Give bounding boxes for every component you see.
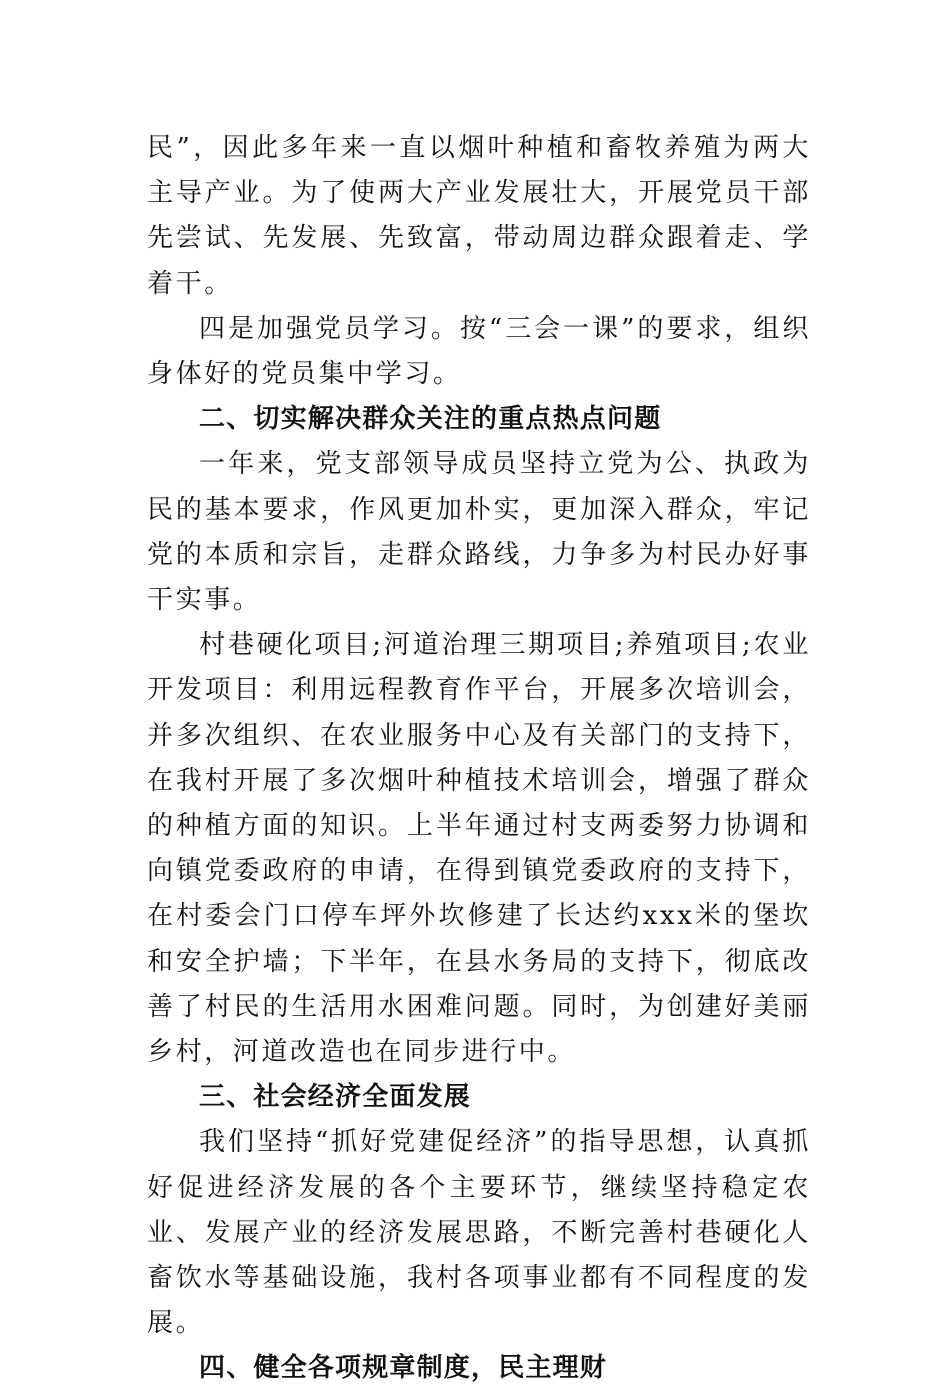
paragraph-year-review: 一年来，党支部领导成员坚持立党为公、执政为民的基本要求，作风更加朴实，更加深入群众，牢记党的本质和宗旨，走群众路线，力争多为村民办好事干实事。 (147, 449, 811, 616)
paragraph-continuation: 民”，因此多年来一直以烟叶种植和畜牧养殖为两大主导产业。为了使两大产业发展壮大，开展党员干部先尝试、先发展、先致富，带动周边群众跟着走、学着干。 (147, 133, 811, 299)
paragraph-projects: 村巷硬化项目;河道治理三期项目;养殖项目;农业开发项目：利用远程教育作平台，开展多次培训会，并多次组织、在农业服务中心及有关部门的支持下，在我村开展了多次烟叶种植技术培训会，增强了群众的种植方面的知识。上半年通过村支两委努力协调和向镇党委政府的申请，在得到镇党委政府的支持下，在村委会门口停车坪外坎修建了长达约xxx米的堡坎和安全护墙；下半年，在县水务局的支持下，彻底改善了村民的生活用水困难问题。同时，为创建好美丽乡村，河道改造也在同步进行中。 (147, 630, 811, 1068)
section-heading-4: 四、健全各项规章制度，民主理财 (199, 1353, 608, 1384)
section-heading-3: 三、社会经济全面发展 (199, 1082, 472, 1113)
paragraph-party-study: 四是加强党员学习。按“三会一课”的要求，组织身体好的党员集中学习。 (147, 313, 811, 390)
document-body (147, 126, 811, 1392)
paragraph-economy: 我们坚持“抓好党建促经济”的指导思想，认真抓好促进经济发展的各个主要环节，继续坚持稳定农业、发展产业的经济发展思路，不断完善村巷硬化人畜饮水等基础设施，我村各项事业都有不同程度的发展。 (147, 1127, 811, 1339)
section-heading-2: 二、切实解决群众关注的重点热点问题 (199, 404, 662, 435)
